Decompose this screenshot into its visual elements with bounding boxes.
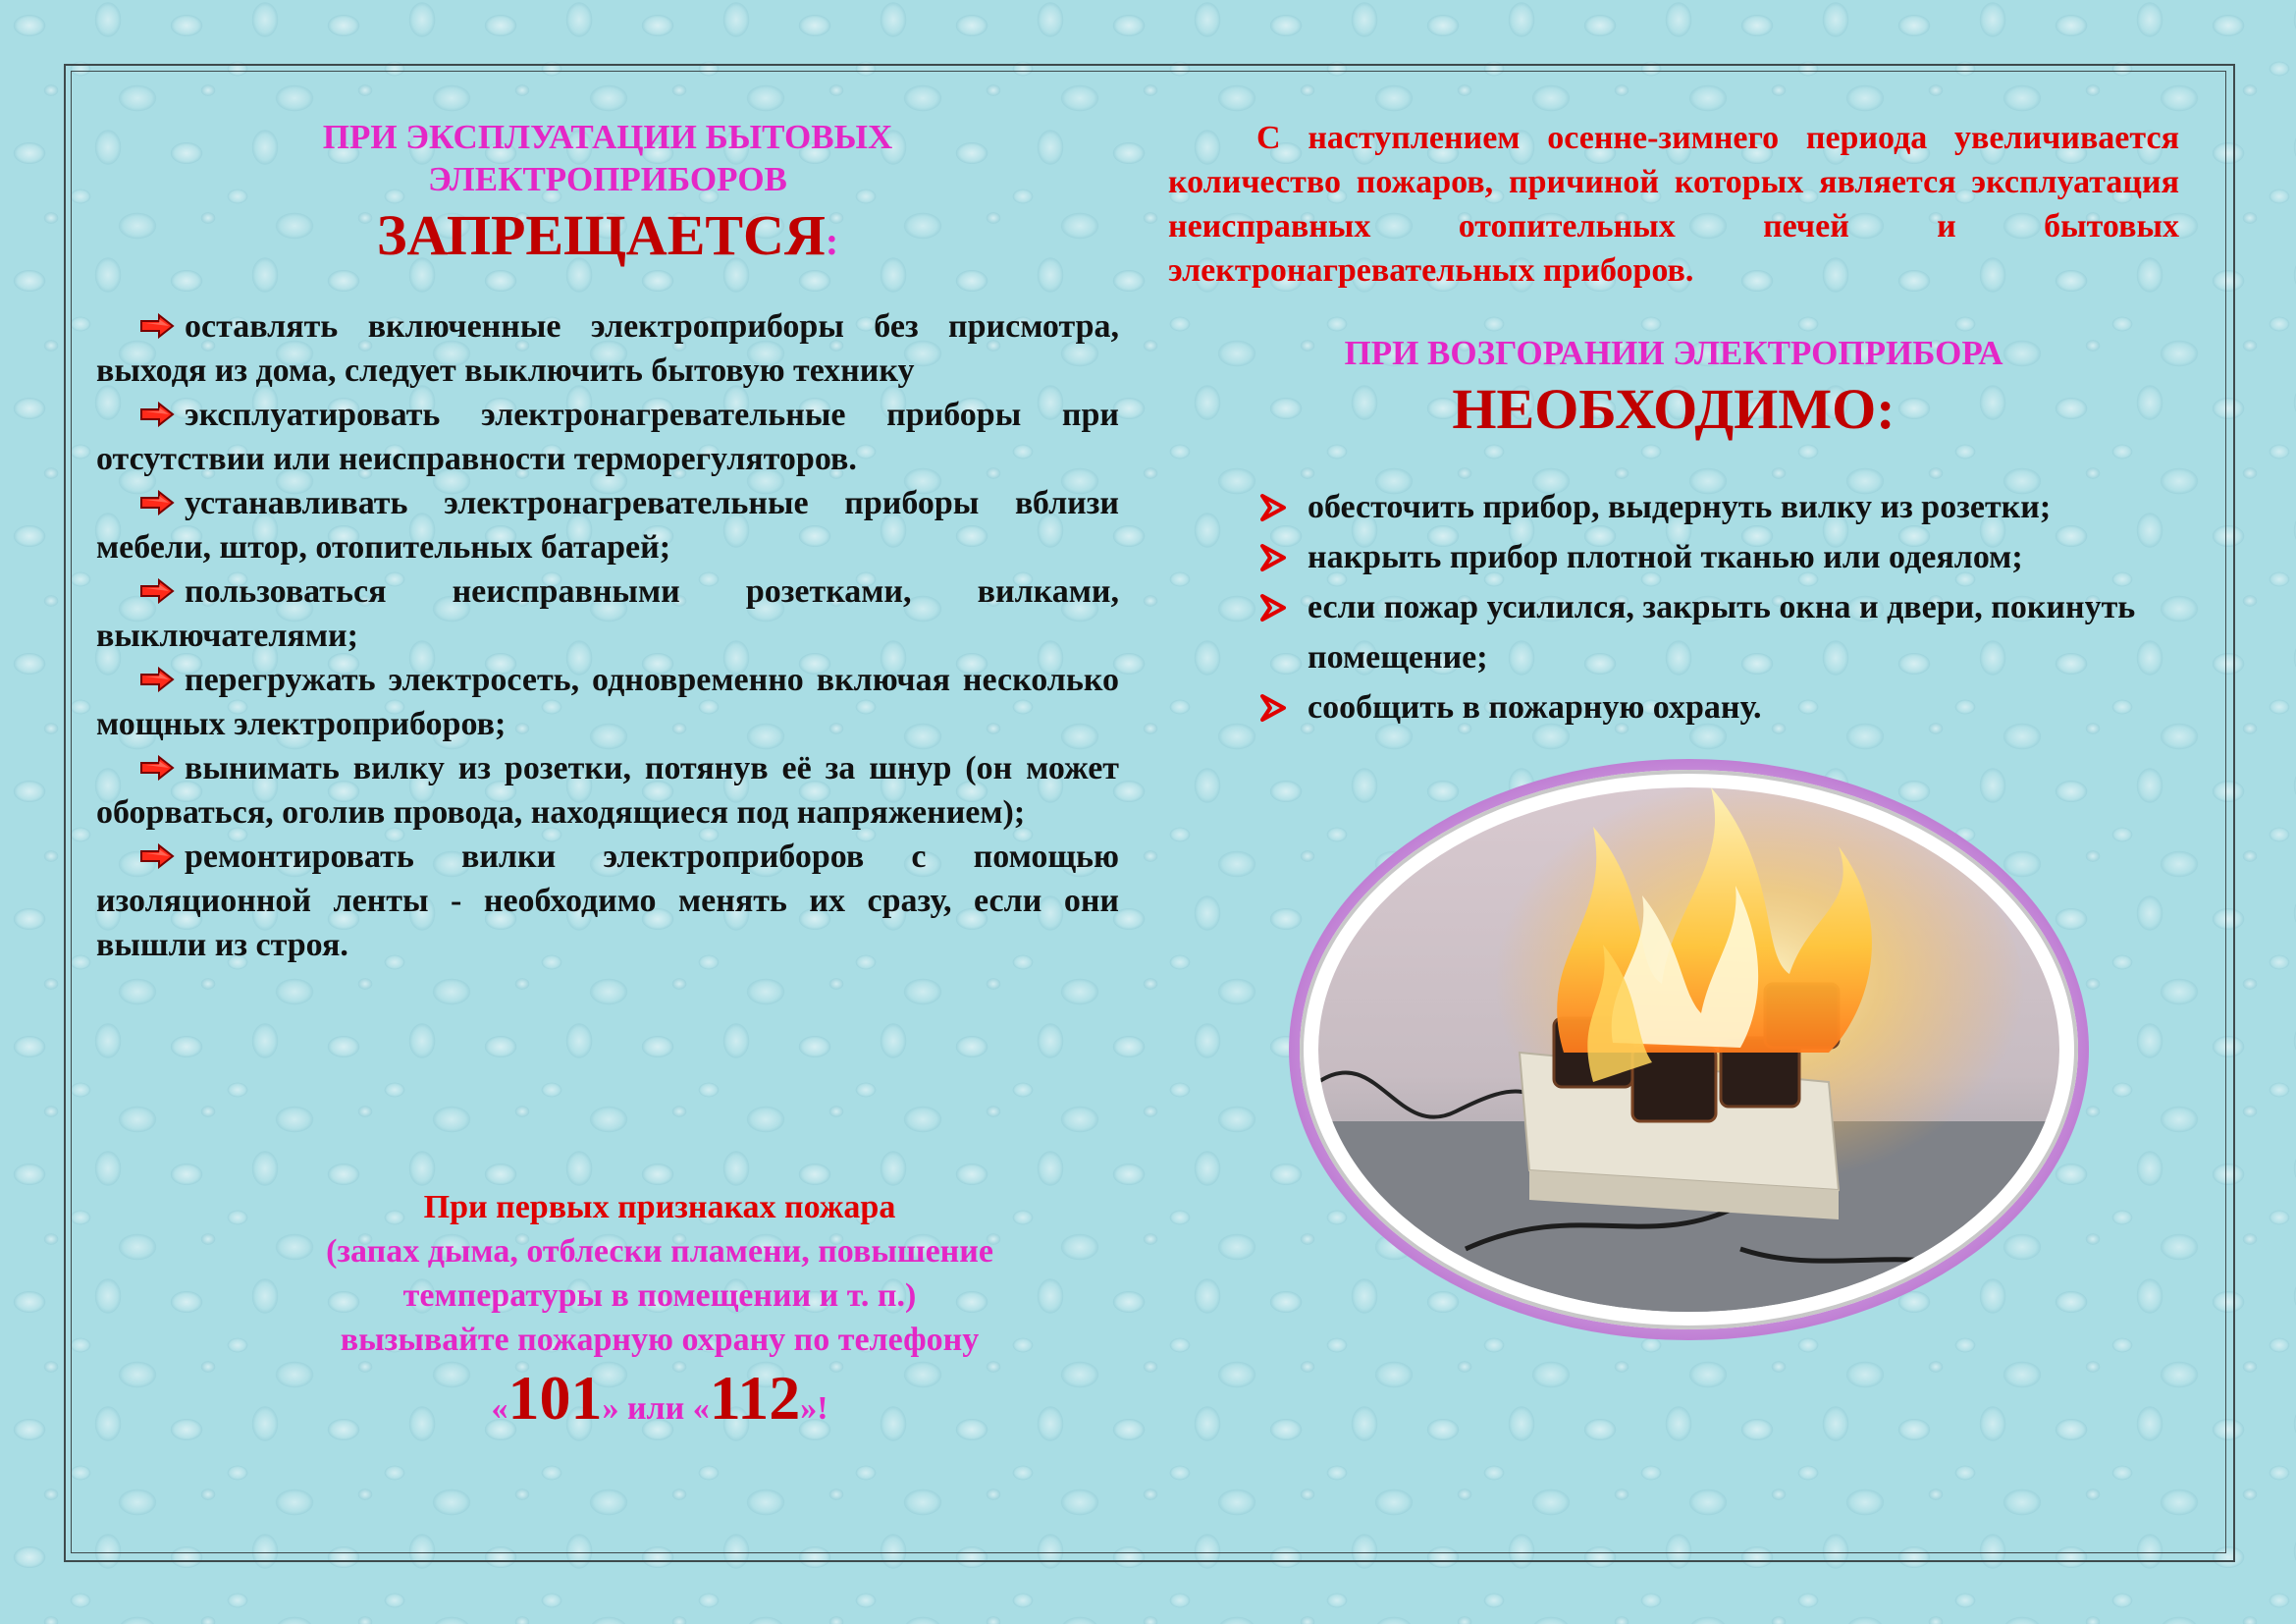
- prohibition-item: [96, 481, 1119, 569]
- phone-number-112: 112: [709, 1363, 801, 1433]
- action-item: [1258, 532, 2179, 582]
- prohibition-item-text: вынимать вилку из розетки, потянув её за шнур (он может оборваться, оголив провода, находящиеся под напряжением);: [96, 750, 1119, 831]
- left-subtitle-line1: ПРИ ЭКСПЛУАТАЦИИ БЫТОВЫХ: [322, 118, 893, 156]
- left-title-text: ЗАПРЕЩАЕТСЯ: [376, 203, 826, 267]
- action-item: [1258, 482, 2179, 532]
- quote-open: «: [491, 1390, 508, 1427]
- prohibition-item-text: эксплуатировать электронагревательные приборы при отсутствии или неисправности терморегуляторов.: [96, 397, 1119, 477]
- prohibition-list: [96, 304, 1119, 967]
- prohibition-item: [96, 569, 1119, 658]
- red-checkmark-arrow-icon: [1258, 493, 1288, 522]
- phone-tail: »!: [800, 1390, 828, 1427]
- emergency-call-notice: [96, 1185, 1223, 1441]
- prohibition-item: [96, 393, 1119, 481]
- action-item-text: сообщить в пожарную охрану.: [1308, 689, 1762, 726]
- action-item-text: обесточить прибор, выдернуть вилку из розетки;: [1308, 489, 2052, 525]
- warning-line-1: При первых признаках пожара: [423, 1189, 896, 1225]
- prohibition-item-text: ремонтировать вилки электроприборов с помощью изоляционной ленты - необходимо менять их сразу, если они вышли из строя.: [96, 839, 1119, 963]
- left-title: [96, 200, 1119, 277]
- action-item: [1258, 582, 2179, 682]
- action-item-text: накрыть прибор плотной тканью или одеялом;: [1308, 539, 2023, 575]
- prohibition-item: [96, 746, 1119, 835]
- red-arrow-icon: [137, 578, 177, 604]
- phone-numbers-line: [96, 1363, 1223, 1441]
- prohibition-item: [96, 304, 1119, 393]
- intro-paragraph: С наступлением осенне-зимнего периода увеличивается количество пожаров, причиной которых является эксплуатация неисправных отопительных печей и бытовых электронагревательных приборов.: [1168, 120, 2179, 289]
- phone-number-101: 101: [507, 1363, 603, 1433]
- red-arrow-icon: [137, 313, 177, 339]
- action-item: [1258, 682, 2179, 732]
- red-arrow-icon: [137, 843, 177, 869]
- red-arrow-icon: [137, 490, 177, 515]
- right-subtitle: ПРИ ВОЗГОРАНИИ ЭЛЕКТРОПРИБОРА: [1344, 334, 2003, 372]
- right-column: [1168, 116, 2179, 732]
- warning-line-4: вызывайте пожарную охрану по телефону: [340, 1322, 980, 1358]
- warning-line-3: температуры в помещении и т. п.): [402, 1277, 917, 1314]
- red-checkmark-arrow-icon: [1258, 693, 1288, 723]
- red-checkmark-arrow-icon: [1258, 543, 1288, 572]
- red-arrow-icon: [137, 755, 177, 781]
- prohibition-item-text: пользоваться неисправными розетками, вилками, выключателями;: [96, 573, 1119, 654]
- burning-power-strip-photo: [1318, 787, 2059, 1312]
- red-arrow-icon: [137, 402, 177, 427]
- left-subtitle-line2: ЭЛЕКТРОПРИБОРОВ: [428, 160, 787, 198]
- prohibition-item-text: перегружать электросеть, одновременно включая несколько мощных электроприборов;: [96, 662, 1119, 742]
- action-item-text: если пожар усилился, закрыть окна и двери, покинуть помещение;: [1308, 589, 2136, 676]
- red-checkmark-arrow-icon: [1258, 593, 1288, 623]
- red-arrow-icon: [137, 667, 177, 692]
- warning-line-2: (запах дыма, отблески пламени, повышение: [326, 1233, 993, 1270]
- prohibition-item-text: устанавливать электронагревательные приборы вблизи мебели, штор, отопительных батарей;: [96, 485, 1119, 566]
- right-title: НЕОБХОДИМО:: [1452, 377, 1896, 441]
- left-column: [96, 116, 1119, 967]
- action-list: [1258, 482, 2179, 732]
- prohibition-item: [96, 658, 1119, 746]
- burning-power-strip-illustration: [1318, 787, 2059, 1312]
- left-title-colon: :: [825, 219, 839, 263]
- prohibition-item-text: оставлять включенные электроприборы без присмотра, выходя из дома, следует выключить бытовую технику: [96, 308, 1119, 389]
- phone-separator: » или «: [602, 1390, 710, 1427]
- prohibition-item: [96, 835, 1119, 967]
- left-subtitle: [96, 116, 1119, 200]
